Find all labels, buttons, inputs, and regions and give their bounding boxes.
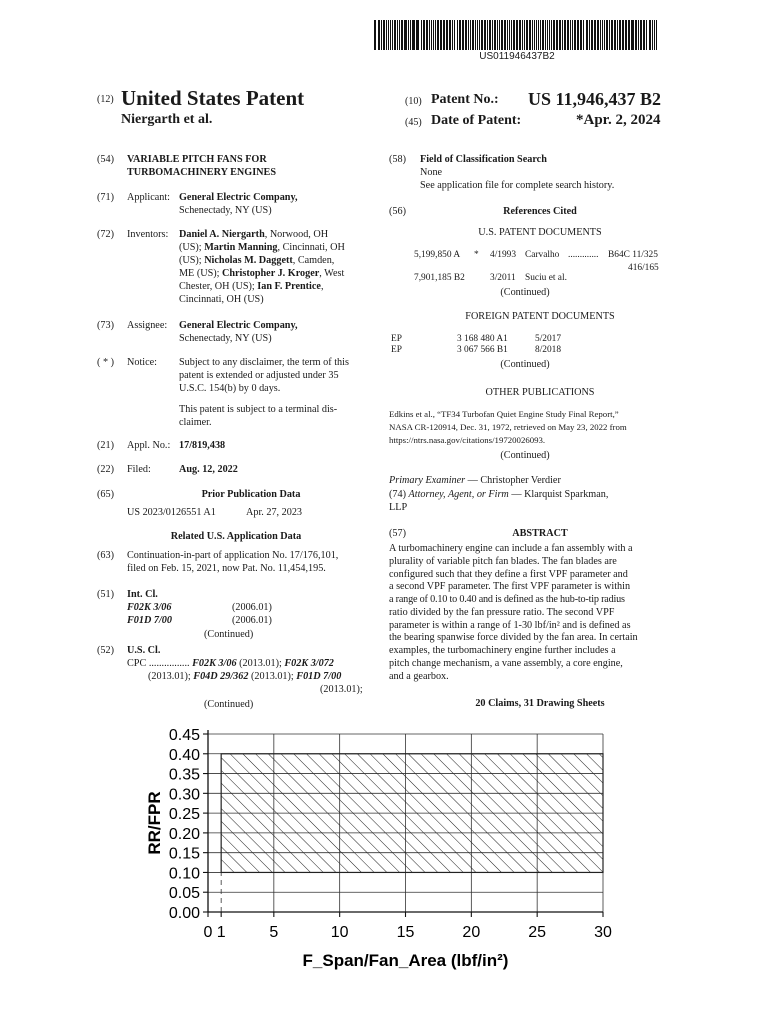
examiner-label: Primary Examiner — [389, 475, 466, 486]
barcode-bar — [619, 20, 621, 50]
cpc-class: F02K 3/06 — [192, 658, 237, 669]
related-heading: Related U.S. Application Data — [170, 531, 302, 542]
prior-code: (65) — [97, 489, 114, 500]
barcode-bar — [497, 20, 498, 50]
barcode-bar — [540, 20, 541, 50]
cpc-year: (2013.01); — [236, 658, 285, 669]
barcode-bar — [401, 20, 403, 50]
cpc-class: F01D 7/00 — [296, 671, 342, 682]
other-line: https://ntrs.nasa.gov/citations/19720026093. — [389, 435, 546, 445]
intcl-class: F01D 7/00 — [127, 615, 172, 626]
applicant-place: Schenectady, NY (US) — [179, 205, 272, 216]
y-tick-label: 0.30 — [168, 786, 200, 804]
barcode-bar — [388, 20, 389, 50]
barcode-bar — [577, 20, 579, 50]
ref-date: 4/1993 — [490, 250, 517, 260]
field-line: None — [420, 167, 443, 178]
intcl-year: (2006.01) — [232, 615, 272, 626]
x-tick-label: 5 — [269, 924, 279, 941]
barcode-bar — [431, 20, 432, 50]
abstract-line: plurality of variable pitch fan blades. The fan blades are — [389, 555, 617, 567]
title-line-2: TURBOMACHINERY ENGINES — [127, 167, 276, 178]
foreign-number: 3 168 480 A1 — [457, 334, 508, 344]
inventor-line-4 — [179, 267, 374, 280]
barcode-bar — [390, 20, 391, 50]
y-tick-label: 0.40 — [168, 746, 200, 764]
barcode-bar — [399, 20, 400, 50]
barcode-bar — [604, 20, 605, 50]
uscl-code: (52) — [97, 645, 114, 656]
uscl-label: U.S. Cl. — [127, 645, 161, 656]
related-line: filed on Feb. 15, 2021, now Pat. No. 11,454,195. — [127, 563, 326, 574]
abstract-line: ratio divided by the fan pressure ratio. The second VPF — [389, 606, 615, 618]
barcode-bar — [416, 20, 419, 50]
barcode-bar — [589, 20, 590, 50]
barcode-bar — [501, 20, 503, 50]
inventor-name: Nicholas M. Daggett — [204, 255, 293, 266]
claims-summary: 20 Claims, 31 Drawing Sheets — [475, 698, 605, 709]
inventor-line-5 — [179, 280, 374, 293]
x-tick-label: 25 — [528, 924, 547, 941]
x-tick-label: 15 — [396, 924, 415, 941]
ref-number: 7,901,185 B2 — [414, 273, 465, 283]
cpc-dots: ................ — [148, 658, 190, 669]
barcode-bar — [462, 20, 464, 50]
intcl-label: Int. Cl. — [127, 589, 158, 600]
applicant-name: General Electric Company, — [179, 192, 298, 203]
barcode-bar — [614, 20, 616, 50]
inventor-name: Daniel A. Niergarth — [179, 229, 265, 240]
cpc-label: CPC — [127, 658, 147, 669]
abstract-line: and a gearbox. — [389, 670, 449, 682]
range-chart — [0, 715, 768, 985]
x-tick-label: 30 — [594, 924, 612, 941]
barcode-bar — [631, 20, 634, 50]
barcode-bar — [408, 20, 409, 50]
patent-number: US 11,946,437 B2 — [528, 89, 662, 109]
notice-line: Subject to any disclaimer, the term of this — [179, 357, 349, 368]
barcode-bar — [640, 20, 642, 50]
patent-date: *Apr. 2, 2024 — [576, 112, 661, 128]
barcode-bar — [635, 20, 637, 50]
foreign-continued: (Continued) — [500, 359, 550, 370]
x-tick-label: 10 — [330, 924, 349, 941]
barcode-bar — [437, 20, 439, 50]
field-code: (58) — [389, 154, 406, 165]
barcode-bar — [489, 20, 491, 50]
foreign-date: 5/2017 — [535, 334, 562, 344]
prior-number: US 2023/0126551 A1 — [127, 507, 216, 518]
abstract-line: pitch change mechanism, a vane assembly, a core engine, — [389, 657, 623, 669]
barcode-bar — [638, 20, 639, 50]
barcode-bar — [591, 20, 593, 50]
barcode-bar — [378, 20, 380, 50]
barcode-bar — [519, 20, 521, 50]
barcode-bar — [622, 20, 624, 50]
barcode-bar — [574, 20, 576, 50]
barcode-bar — [454, 20, 455, 50]
inventor-place: Cincinnati, OH (US) — [179, 294, 264, 305]
barcode-bar — [609, 20, 610, 50]
attorney-code: (74) — [389, 489, 406, 500]
primary-examiner — [389, 474, 561, 487]
barcode-bar — [559, 20, 561, 50]
abstract-line: A turbomachinery engine can include a fan assembly with a — [389, 543, 633, 554]
barcode-bar — [649, 20, 651, 50]
barcode-bar — [423, 20, 425, 50]
barcode-bar — [580, 20, 582, 50]
barcode-bar — [443, 20, 445, 50]
prior-date: Apr. 27, 2023 — [246, 507, 303, 518]
notice-code: ( * ) — [97, 357, 114, 368]
foreign-country: EP — [391, 345, 402, 355]
barcode-bar — [404, 20, 407, 50]
barcode-bar — [481, 20, 483, 50]
barcode-bar — [570, 20, 571, 50]
assignee-name: General Electric Company, — [179, 320, 298, 331]
abstract-code: (57) — [389, 528, 406, 539]
related-line: Continuation-in-part of application No. 17/176,101, — [127, 550, 339, 561]
barcode-bar — [551, 20, 552, 50]
barcode-bar — [468, 20, 469, 50]
barcode-bar — [392, 20, 393, 50]
inventor-line-1 — [179, 228, 374, 241]
inventor-name: Martin Manning — [204, 242, 278, 253]
y-axis-label: RR/FPR — [145, 791, 164, 855]
ref-number: 5,199,850 A — [414, 250, 461, 260]
barcode-bar — [547, 20, 548, 50]
barcode-bar — [435, 20, 436, 50]
inventor-place: , West — [319, 268, 345, 279]
barcode-bar — [526, 20, 528, 50]
barcode-bar — [513, 20, 515, 50]
date-code: (45) — [405, 117, 422, 128]
patent-no-label: Patent No.: — [431, 92, 499, 107]
barcode-bar — [412, 20, 415, 50]
barcode-bar — [374, 20, 376, 50]
claimed-region — [221, 754, 603, 873]
ref-star: * — [474, 250, 479, 260]
barcode-bar — [597, 20, 599, 50]
ref-date: 3/2011 — [490, 273, 516, 283]
barcode-bar — [602, 20, 603, 50]
attorney-label: Attorney, Agent, or Firm — [408, 489, 509, 500]
field-label: Field of Classification Search — [420, 154, 547, 165]
y-tick-label: 0.15 — [168, 845, 200, 863]
inventors-label: Inventors: — [127, 229, 169, 240]
appl-label: Appl. No.: — [127, 440, 171, 451]
inventor-place: , Camden, — [292, 255, 335, 266]
patent-type-code: (12) — [97, 94, 114, 105]
barcode-bar — [534, 20, 535, 50]
title-line-1: VARIABLE PITCH FANS FOR — [127, 154, 267, 165]
barcode-bar — [509, 20, 510, 50]
barcode-bar — [522, 20, 523, 50]
barcode-bar — [572, 20, 573, 50]
patent-type: United States Patent — [121, 86, 305, 110]
inventor-place: (US); — [179, 255, 205, 266]
notice-line: patent is extended or adjusted under 35 — [179, 370, 339, 381]
inventor-line-2 — [179, 241, 374, 254]
inventor-name: Ian F. Prentice — [257, 281, 321, 292]
field-line: See application file for complete search history. — [420, 180, 615, 191]
barcode-bar — [475, 20, 476, 50]
barcode-bar — [586, 20, 588, 50]
x-axis-label: F_Span/Fan_Area (lbf/in²) — [302, 951, 509, 970]
ref-class: 416/165 — [628, 263, 659, 273]
title-code: (54) — [97, 154, 114, 165]
cpc-class: F04D 29/362 — [193, 671, 249, 682]
patent-no-code: (10) — [405, 96, 422, 107]
examiner-name: — Christopher Verdier — [465, 475, 561, 486]
barcode-bar — [567, 20, 569, 50]
abstract-line: a second VPF parameter. The first VPF parameter is within — [389, 581, 631, 593]
barcode-bar — [545, 20, 546, 50]
foreign-number: 3 067 566 B1 — [457, 345, 508, 355]
attorney — [389, 488, 608, 501]
barcode-bar — [470, 20, 471, 50]
barcode-bar — [536, 20, 537, 50]
abstract-line: examples, the turbomachinery engine further includes a — [389, 645, 616, 656]
filed-code: (22) — [97, 464, 114, 475]
barcode-bar — [429, 20, 430, 50]
barcode-bar — [511, 20, 512, 50]
barcode-bar — [433, 20, 434, 50]
barcode-bar — [606, 20, 608, 50]
us-docs-continued: (Continued) — [500, 287, 550, 298]
refs-heading: References Cited — [503, 206, 577, 217]
barcode-bar — [656, 20, 657, 50]
cpc-year: (2013.01); — [320, 684, 363, 695]
barcode-bar — [394, 20, 396, 50]
inventor-line-3 — [179, 254, 374, 267]
barcode-bar — [652, 20, 653, 50]
barcode-bar — [549, 20, 550, 50]
inventor-place: ME (US); — [179, 268, 223, 279]
barcode-bar — [472, 20, 474, 50]
y-tick-label: 0.25 — [168, 806, 200, 824]
abstract-line: parameter is within a range of 1-30 lbf/in² and is defined as — [389, 619, 631, 631]
other-heading: OTHER PUBLICATIONS — [485, 387, 595, 398]
uscl-line-1 — [127, 657, 334, 670]
y-tick-label: 0.05 — [168, 885, 200, 903]
barcode-bar — [492, 20, 493, 50]
barcode — [372, 20, 662, 50]
y-tick-label: 0.35 — [168, 766, 200, 784]
intcl-code: (51) — [97, 589, 114, 600]
foreign-heading: FOREIGN PATENT DOCUMENTS — [465, 311, 615, 322]
appl-number: 17/819,438 — [179, 440, 226, 451]
barcode-bar — [446, 20, 448, 50]
barcode-bar — [504, 20, 506, 50]
filed-label: Filed: — [127, 464, 151, 475]
prior-heading: Prior Publication Data — [201, 489, 301, 500]
intcl-year: (2006.01) — [232, 602, 272, 613]
intcl-class: F02K 3/06 — [127, 602, 172, 613]
ref-class: B64C 11/325 — [608, 250, 658, 260]
barcode-bar — [646, 20, 647, 50]
attorney-name-2: LLP — [389, 502, 408, 513]
abstract-line: a range of 0.10 to 0.40 and is defined as the hub-to-tip radius — [389, 594, 625, 605]
inventor-place: Chester, OH (US); — [179, 281, 258, 292]
cpc-year: (2013.01); — [248, 671, 297, 682]
barcode-bar — [524, 20, 525, 50]
barcode-bar — [562, 20, 563, 50]
inventor-place: , Norwood, OH — [264, 229, 329, 240]
terminal-disclaimer: This patent is subject to a terminal dis- — [179, 404, 338, 415]
ref-name: Carvalho — [525, 250, 560, 260]
date-label: Date of Patent: — [431, 113, 522, 128]
related-code: (63) — [97, 550, 114, 561]
appl-code: (21) — [97, 440, 114, 451]
barcode-bar — [611, 20, 613, 50]
barcode-bar — [449, 20, 451, 50]
abstract-heading: ABSTRACT — [512, 528, 568, 539]
barcode-bar — [381, 20, 382, 50]
inventor-line-6 — [179, 293, 374, 306]
barcode-number: US011946437B2 — [479, 51, 555, 62]
barcode-bar — [617, 20, 618, 50]
barcode-bar — [383, 20, 385, 50]
y-tick-label: 0.20 — [168, 825, 200, 843]
barcode-bar — [484, 20, 486, 50]
notice-label: Notice: — [127, 357, 157, 368]
barcode-bar — [421, 20, 422, 50]
barcode-bar — [465, 20, 467, 50]
abstract-line: the bearing spanwise force divided by the fan area. In certain — [389, 632, 638, 644]
barcode-bar — [538, 20, 539, 50]
barcode-bar — [532, 20, 533, 50]
barcode-bar — [507, 20, 508, 50]
barcode-bar — [440, 20, 442, 50]
abstract-line: configured such that they define a first VPF parameter and — [389, 568, 628, 580]
barcode-bar — [452, 20, 453, 50]
barcode-bar — [553, 20, 555, 50]
barcode-bar — [426, 20, 428, 50]
assignee-code: (73) — [97, 320, 114, 331]
inventor-place: (US); — [179, 242, 205, 253]
barcode-bar — [516, 20, 518, 50]
y-tick-label: 0.45 — [168, 727, 200, 744]
cpc-year: (2013.01); — [148, 671, 194, 682]
barcode-bar — [654, 20, 655, 50]
foreign-date: 8/2018 — [535, 345, 562, 355]
refs-code: (56) — [389, 206, 406, 217]
inventors-short: Niergarth et al. — [121, 112, 213, 127]
barcode-bar — [594, 20, 596, 50]
barcode-bar — [477, 20, 478, 50]
applicant-label: Applicant: — [127, 192, 171, 203]
barcode-bar — [397, 20, 398, 50]
barcode-bar — [457, 20, 458, 50]
terminal-disclaimer: claimer. — [179, 417, 212, 428]
barcode-bar — [499, 20, 500, 50]
barcode-bar — [459, 20, 461, 50]
assignee-label: Assignee: — [127, 320, 168, 331]
ref-dots: ............. — [568, 250, 599, 260]
x-tick-label: 1 — [216, 924, 226, 941]
assignee-place: Schenectady, NY (US) — [179, 333, 272, 344]
uscl-continued: (Continued) — [204, 699, 254, 710]
barcode-bar — [583, 20, 584, 50]
x-tick-label: 0 — [203, 924, 213, 941]
barcode-bar — [410, 20, 411, 50]
filed-date: Aug. 12, 2022 — [179, 464, 238, 475]
barcode-bar — [625, 20, 627, 50]
notice-line: U.S.C. 154(b) by 0 days. — [179, 383, 281, 394]
barcode-bar — [542, 20, 544, 50]
barcode-bar — [556, 20, 558, 50]
barcode-bar — [479, 20, 480, 50]
other-line: NASA CR-120914, Dec. 31, 1972, retrieved on May 23, 2022 from — [389, 422, 627, 432]
x-tick-label: 20 — [462, 924, 481, 941]
uscl-line-2 — [148, 670, 341, 683]
inventors-code: (72) — [97, 229, 114, 240]
barcode-bar — [564, 20, 566, 50]
us-docs-heading: U.S. PATENT DOCUMENTS — [478, 227, 602, 238]
barcode-bar — [386, 20, 387, 50]
applicant-code: (71) — [97, 192, 114, 203]
y-tick-label: 0.10 — [168, 865, 200, 883]
barcode-bar — [529, 20, 531, 50]
barcode-bar — [494, 20, 496, 50]
cpc-class: F02K 3/072 — [284, 658, 334, 669]
inventor-place: , Cincinnati, OH — [277, 242, 345, 253]
other-line: Edkins et al., “TF34 Turbofan Quiet Engine Study Final Report,” — [389, 409, 619, 419]
barcode-bar — [600, 20, 601, 50]
attorney-name: — Klarquist Sparkman, — [508, 489, 609, 500]
y-tick-label: 0.00 — [168, 905, 200, 922]
other-continued: (Continued) — [500, 450, 550, 461]
barcode-bar — [643, 20, 645, 50]
barcode-bar — [487, 20, 488, 50]
inventor-place: , — [320, 281, 324, 292]
intcl-continued: (Continued) — [204, 629, 254, 640]
foreign-country: EP — [391, 334, 402, 344]
ref-name: Suciu et al. — [525, 273, 567, 283]
inventor-name: Christopher J. Kroger — [222, 268, 320, 279]
barcode-bar — [628, 20, 630, 50]
abstract-body — [389, 543, 661, 683]
